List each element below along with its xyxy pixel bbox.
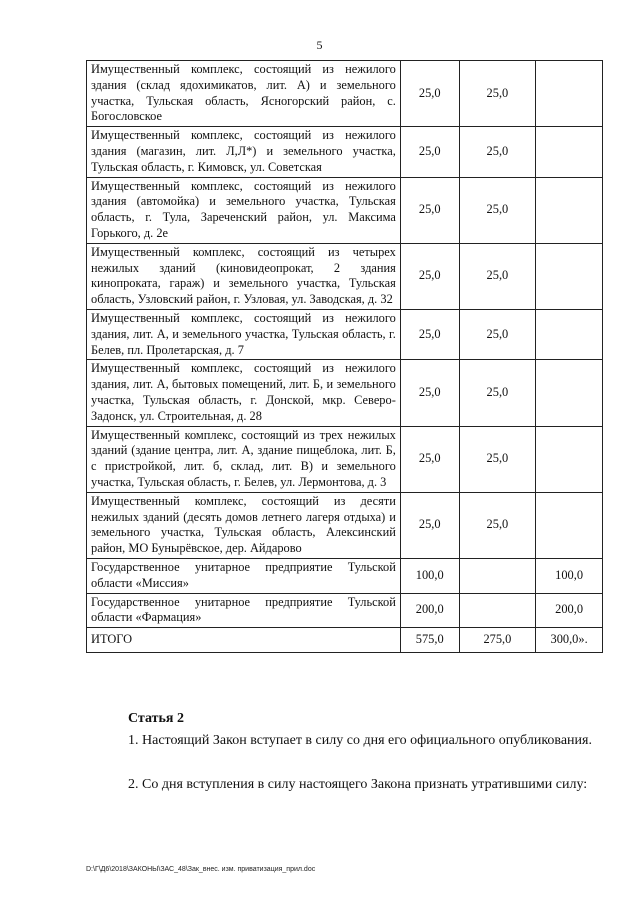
row-value-2018: 25,0 (459, 61, 536, 127)
row-description: Государственное унитарное предприятие Тульской области «Фармация» (87, 593, 401, 628)
row-value-total: 25,0 (400, 492, 459, 558)
row-value-total: 25,0 (400, 177, 459, 243)
row-value-2018: 25,0 (459, 177, 536, 243)
row-value-2018: 25,0 (459, 127, 536, 177)
row-value-2019 (536, 61, 603, 127)
table-row (87, 243, 603, 309)
row-value-2018: 25,0 (459, 243, 536, 309)
table-row (87, 593, 603, 628)
row-value-2018 (459, 558, 536, 593)
row-value-2018: 25,0 (459, 492, 536, 558)
article-paragraph-2: 2. Со дня вступления в силу настоящего Закона признать утратившими силу: (128, 777, 588, 792)
article-title: Статья 2 (128, 711, 184, 726)
table-row (87, 426, 603, 492)
row-description: Имущественный комплекс, состоящий из нежилого здания, лит. А, и земельного участка, Тульская область, г. Белев, пл. Пролетарская, д. 7 (87, 309, 401, 359)
file-path-footer: D:\Г\Д6\2018\ЗАКОНЫ\ЗАС_48\Зак_внес. изм. приватизация_прил.doc (86, 866, 316, 873)
row-value-2018: 25,0 (459, 426, 536, 492)
row-value-total: 25,0 (400, 309, 459, 359)
table-row (87, 558, 603, 593)
row-value-2018: 25,0 (459, 309, 536, 359)
row-value-2019 (536, 492, 603, 558)
total-value-2: 275,0 (459, 628, 536, 653)
row-value-total: 25,0 (400, 127, 459, 177)
table-row (87, 309, 603, 359)
total-value-3: 300,0». (536, 628, 603, 653)
row-value-total: 25,0 (400, 426, 459, 492)
row-value-2019 (536, 360, 603, 426)
privatization-table (86, 60, 603, 653)
row-value-2019: 100,0 (536, 558, 603, 593)
row-value-2019 (536, 243, 603, 309)
total-value-1: 575,0 (400, 628, 459, 653)
row-description: Имущественный комплекс, состоящий из четырех нежилых зданий (киновидеопрокат, 2 здания кинопроката, гараж) и земельного участка, Тульская область, Узловский район, г. Узловая, ул. Заводская, д. 32 (87, 243, 401, 309)
row-value-2018: 25,0 (459, 360, 536, 426)
row-value-2019 (536, 127, 603, 177)
table-row (87, 127, 603, 177)
row-value-total: 25,0 (400, 61, 459, 127)
table-row (87, 61, 603, 127)
table-row (87, 492, 603, 558)
row-value-2019 (536, 426, 603, 492)
row-value-total: 200,0 (400, 593, 459, 628)
total-label: ИТОГО (87, 628, 401, 653)
row-description: Имущественный комплекс, состоящий из трех нежилых зданий (здание центра, лит. А, здание пищеблока, лит. Б, с пристройкой, лит. б, склад, лит. В) и земельного участка, Тульская область, г. Белев, ул. Лермонтова, д. 3 (87, 426, 401, 492)
row-value-2019: 200,0 (536, 593, 603, 628)
row-value-2019 (536, 309, 603, 359)
row-description: Имущественный комплекс, состоящий из нежилого здания (автомойка) и земельного участка, Тульская область, г. Тула, Зареченский район, ул. Максима Горького, д. 2е (87, 177, 401, 243)
row-value-total: 100,0 (400, 558, 459, 593)
row-description: Имущественный комплекс, состоящий из десяти нежилых зданий (десять домов летнего лагеря отдыха) и земельного участка, Тульская область, Алексинский район, МО Бунырёвское, дер. Айдарово (87, 492, 401, 558)
row-value-total: 25,0 (400, 360, 459, 426)
table-row (87, 360, 603, 426)
article-paragraph-1: 1. Настоящий Закон вступает в силу со дня его официального опубликования. (128, 733, 592, 748)
page-number: 5 (316, 38, 323, 52)
table-body (87, 61, 603, 653)
total-row (87, 628, 603, 653)
row-description: Имущественный комплекс, состоящий из нежилого здания (магазин, лит. Л,Л*) и земельного участка, Тульская область, г. Кимовск, ул. Советская (87, 127, 401, 177)
row-description: Имущественный комплекс, состоящий из нежилого здания, лит. А, бытовых помещений, лит. Б, и земельного участка, Тульская область, г. Донской, мкр. Северо-Задонск, ул. Строительная, д. 28 (87, 360, 401, 426)
row-description: Имущественный комплекс, состоящий из нежилого здания (склад ядохимикатов, лит. А) и земельного участка, Тульская область, Ясногорский район, с. Богословское (87, 61, 401, 127)
table-row (87, 177, 603, 243)
row-value-2019 (536, 177, 603, 243)
row-description: Государственное унитарное предприятие Тульской области «Миссия» (87, 558, 401, 593)
row-value-total: 25,0 (400, 243, 459, 309)
row-value-2018 (459, 593, 536, 628)
